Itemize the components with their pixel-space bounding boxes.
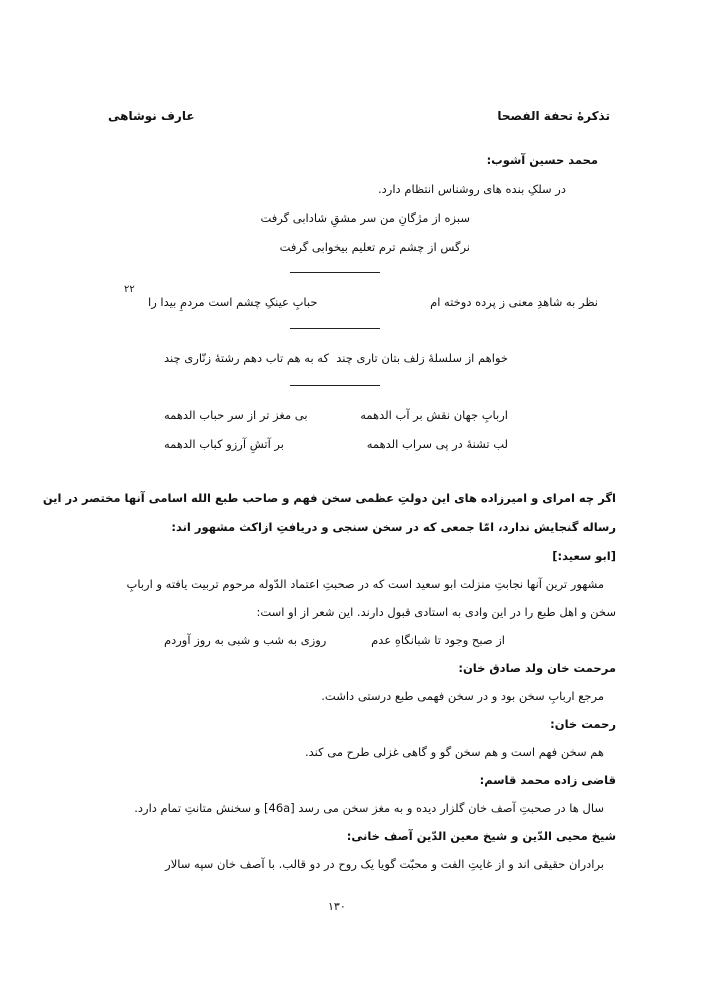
verse-hemistich-right: اربابِ جهان نقش بر آب الدهمه [360,408,508,422]
entry-heading: [ابو سعید:] [552,549,616,563]
verse-hemistich-left: بر آتشِ آرزو کباب الدهمه [164,437,284,451]
paragraph-line: رساله گنجایش ندارد، امّا جمعی که در سخن سنجی و دریافتِ ازاکث مشهور اند: [171,520,616,534]
verse-hemistich-left: روزی به شب و شبی به روز آوردم [164,633,327,647]
page-number: ۱۳۰ [328,900,346,913]
verse-hemistich-right: نظر به شاهدِ معنی ز پرده دوخته ام [430,295,598,309]
entry-text: سال ها در صحبتِ آصف خان گلزار دیده و به مغز سخن می رسد [46a] و سخنش متانتِ تمام دارد. [134,801,604,815]
verse-hemistich-left: بی مغز تر از سر حباب الدهمه [164,408,308,422]
entry-heading: رحمت خان: [550,717,616,731]
verse-line: سبزه از مژگانِ من سر مشقِ شادابی گرفت [260,211,470,225]
entry-text: هم سخن فهم است و هم سخن گو و گاهی غزلی طرح می کند. [304,745,604,759]
header-book-title: تذکرهٔ تحفة الفصحا [497,109,610,123]
verse-hemistich-right: لب تشنهٔ در پی سراب الدهمه [366,437,508,451]
paragraph-line: سخن و اهل طبع را در این وادی به استادی قبول دارند. این شعر از او است: [256,605,616,619]
verse-separator [290,272,380,273]
entry-heading: شیخ محیی الدّین و شیخ معین الدّین آصف خانی: [346,829,616,843]
entry-text: مرجع اربابِ سخن بود و در سخن فهمی طبع درستی داشت. [321,689,604,703]
entry-heading: مرحمت خان ولد صادق خان: [458,661,616,675]
footnote-marker: ۲۲ [124,284,135,295]
paragraph-line: اگر چه امرای و امیرزاده های این دولتِ عظمی سخن فهم و صاحب طبع الله اسامی آنها مختصر در این [42,491,616,505]
verse-line: نرگس از چشم ترم تعلیم بیخوابی گرفت [279,240,470,254]
verse-separator [290,328,380,329]
verse-hemistich-left: که به هم تاب دهم رشتهٔ زنّاری چند [164,351,329,365]
entry-text: در سلکِ بنده های روشناس انتظام دارد. [378,182,566,196]
verse-separator [290,385,380,386]
verse-hemistich-left: حبابِ عینکِ چشم است مردمِ بیدا را [148,295,318,309]
entry-heading: محمد حسین آشوب: [486,153,598,167]
verse-hemistich-right: خواهم از سلسلهٔ زلف بتان تاری چند [336,351,508,365]
header-author: عارف نوشاهی [108,109,195,123]
paragraph-line: مشهور ترین آنها نجابتِ منزلت ابو سعید است که در صحبتِ اعتماد الدّوله مرحوم تربیت یافته و اربابِ [126,577,604,591]
entry-heading: قاضی زاده محمد قاسم: [479,773,616,787]
verse-hemistich-right: از صبح وجود تا شبانگاهِ عدم [371,633,505,647]
entry-text: برادران حقیقی اند و از غایتِ الفت و محبّت گویا یک روح در دو قالب. با آصف خان سپه سالار [165,857,604,871]
